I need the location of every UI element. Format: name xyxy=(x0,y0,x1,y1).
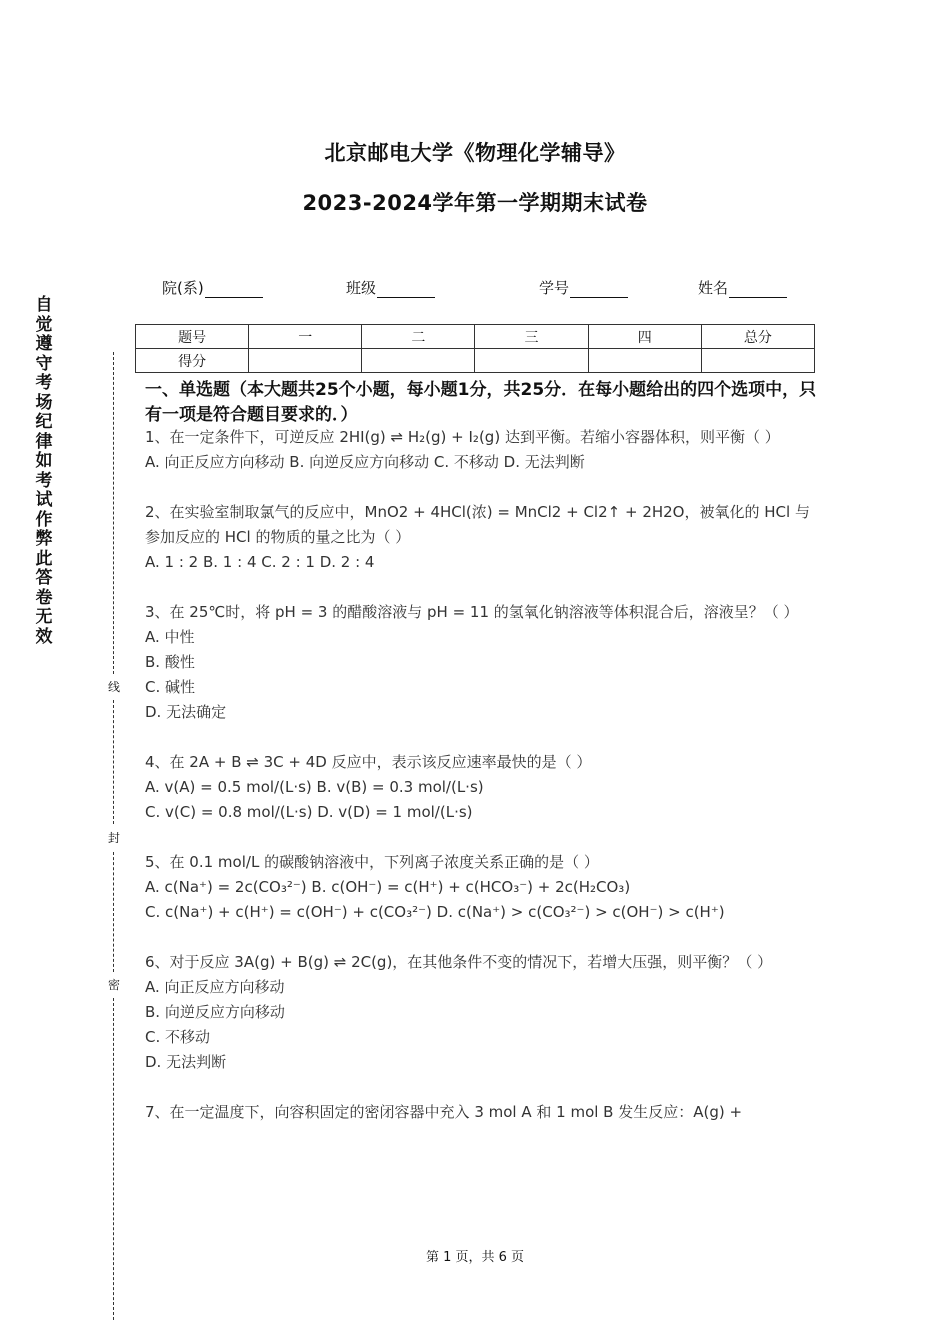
question-stem: 4、在 2A + B ⇌ 3C + 4D 反应中，表示该反应速率最快的是（ ） xyxy=(145,753,592,771)
header-cell: 二 xyxy=(362,325,475,349)
question-1 xyxy=(145,425,821,475)
question-6 xyxy=(145,950,821,1075)
score-table xyxy=(135,324,815,373)
question-option: B. 向逆反应方向移动 xyxy=(145,1003,285,1021)
score-cell[interactable] xyxy=(249,349,362,373)
student-id-label: 学号 xyxy=(539,279,570,297)
question-option: C. c(Na⁺) + c(H⁺) = c(OH⁻) + c(CO₃²⁻) D. c(Na⁺) > c(CO₃²⁻) > c(OH⁻) > c(H⁺) xyxy=(145,903,725,921)
class-label: 班级 xyxy=(346,279,377,297)
student-id-blank[interactable] xyxy=(570,282,628,298)
question-4 xyxy=(145,750,821,825)
question-option: D. 无法确定 xyxy=(145,703,227,721)
question-option: C. v(C) = 0.8 mol/(L·s) D. v(D) = 1 mol/(L·s) xyxy=(145,803,473,821)
department-blank[interactable] xyxy=(205,282,263,298)
score-cell[interactable] xyxy=(701,349,814,373)
question-stem: 2、在实验室制取氯气的反应中，MnO2 + 4HCl(浓) = MnCl2 + Cl2↑ + 2H2O，被氧化的 HCl 与参加反应的 HCl 的物质的量之比为（ ） xyxy=(145,503,810,546)
score-row-label: 得分 xyxy=(136,349,249,373)
question-stem: 3、在 25℃时，将 pH = 3 的醋酸溶液与 pH = 11 的氢氧化钠溶液等体积混合后，溶液呈？（ ） xyxy=(145,603,799,621)
class-blank[interactable] xyxy=(377,282,435,298)
header-cell: 一 xyxy=(249,325,362,349)
question-7 xyxy=(145,1100,821,1125)
header-cell: 三 xyxy=(475,325,588,349)
question-option: C. 碱性 xyxy=(145,678,196,696)
question-option: A. c(Na⁺) = 2c(CO₃²⁻) B. c(OH⁻) = c(H⁺) + c(HCO₃⁻) + 2c(H₂CO₃) xyxy=(145,878,631,896)
name-blank[interactable] xyxy=(729,282,787,298)
exam-title: 北京邮电大学《物理化学辅导》 xyxy=(324,141,626,165)
question-option: A. 中性 xyxy=(145,628,195,646)
department-field xyxy=(162,277,263,298)
question-3 xyxy=(145,600,821,725)
question-5 xyxy=(145,850,821,925)
header-cell: 四 xyxy=(588,325,701,349)
questions-list xyxy=(145,425,821,1150)
question-option: A. 向正反应方向移动 xyxy=(145,978,285,996)
question-option: B. 酸性 xyxy=(145,653,195,671)
exam-subtitle: 2023-2024学年第一学期期末试卷 xyxy=(302,191,648,215)
question-stem: 6、对于反应 3A(g) + B(g) ⇌ 2C(g)，在其他条件不变的情况下，若增大压强，则平衡？（ ） xyxy=(145,953,773,971)
binding-line-mid2 xyxy=(113,852,114,972)
name-label: 姓名 xyxy=(698,279,729,297)
name-field xyxy=(698,277,787,298)
binding-line-mid1 xyxy=(113,700,114,824)
header-cell: 总分 xyxy=(701,325,814,349)
score-cell[interactable] xyxy=(475,349,588,373)
question-option: D. 无法判断 xyxy=(145,1053,227,1071)
question-option: C. 不移动 xyxy=(145,1028,211,1046)
score-table-header-row xyxy=(136,325,815,349)
binding-line-top xyxy=(113,352,114,674)
question-option: A. 向正反应方向移动 B. 向逆反应方向移动 C. 不移动 D. 无法判断 xyxy=(145,453,585,471)
question-stem: 7、在一定温度下，向容积固定的密闭容器中充入 3 mol A 和 1 mol B 发生反应：A(g) + xyxy=(145,1103,743,1121)
header-cell: 题号 xyxy=(136,325,249,349)
seal-notice: 自觉遵守考场纪律如考试作弊此答卷无效 xyxy=(35,295,53,647)
section-heading: 一、单选题（本大题共25个小题，每小题1分，共25分．在每小题给出的四个选项中，只有一项是符合题目要求的．） xyxy=(145,380,817,425)
question-stem: 1、在一定条件下，可逆反应 2HI(g) ⇌ H₂(g) + I₂(g) 达到平衡。若缩小容器体积，则平衡（ ） xyxy=(145,428,780,446)
score-cell[interactable] xyxy=(588,349,701,373)
score-table-score-row xyxy=(136,349,815,373)
page-number: 第 1 页，共 6 页 xyxy=(425,1250,525,1265)
binding-label-line: 线 xyxy=(107,680,120,694)
binding-line-bottom xyxy=(113,998,114,1320)
score-cell[interactable] xyxy=(362,349,475,373)
student-id-field xyxy=(539,277,628,298)
question-option: A. v(A) = 0.5 mol/(L·s) B. v(B) = 0.3 mol/(L·s) xyxy=(145,778,484,796)
binding-label-seal: 封 xyxy=(107,831,120,845)
question-2 xyxy=(145,500,821,575)
question-option: A. 1 : 2 B. 1 : 4 C. 2 : 1 D. 2 : 4 xyxy=(145,553,375,571)
class-field xyxy=(346,277,435,298)
binding-label-secret: 密 xyxy=(107,978,120,992)
question-stem: 5、在 0.1 mol/L 的碳酸钠溶液中，下列离子浓度关系正确的是（ ） xyxy=(145,853,599,871)
department-label: 院(系) xyxy=(162,279,204,297)
